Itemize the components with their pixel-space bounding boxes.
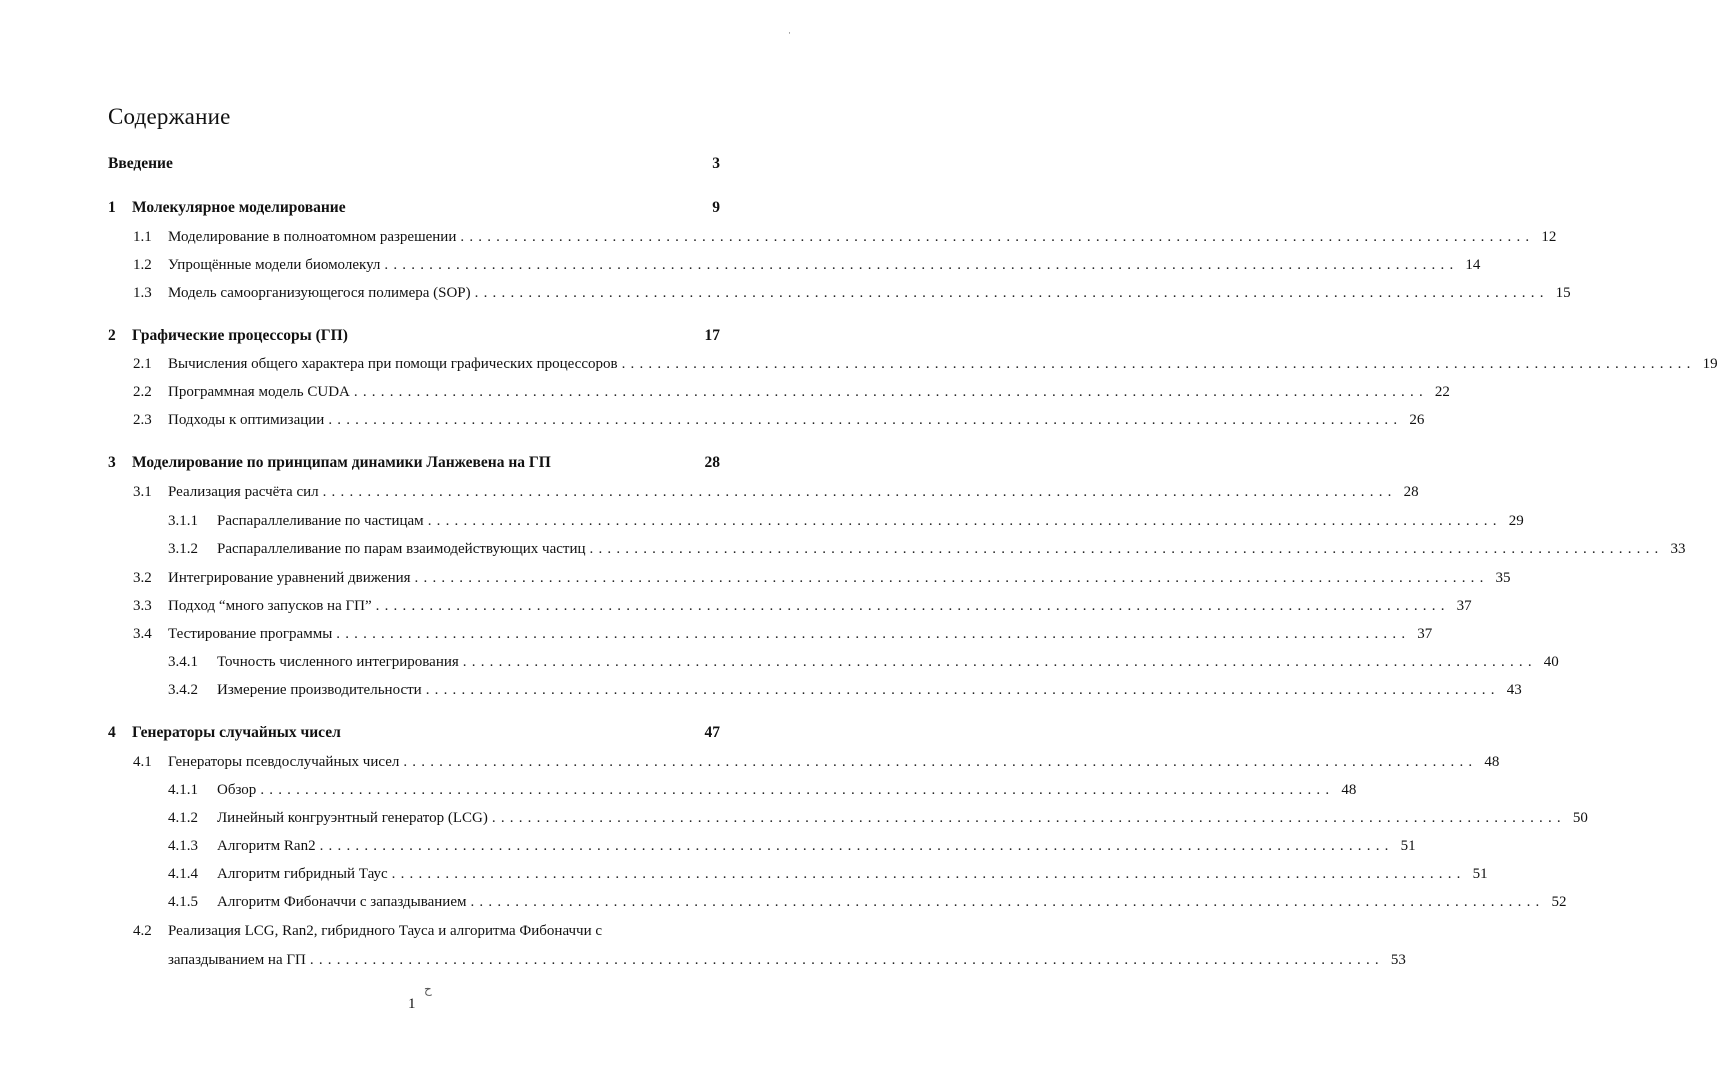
toc-entry-page: 50 [1572, 810, 1588, 826]
toc-entry-title: Точность численного интегрирования [217, 654, 459, 670]
toc-entry-number: 1.2 [133, 257, 152, 273]
toc-chapter-entry[interactable] [108, 197, 720, 219]
toc-entry-page: 47 [704, 724, 720, 741]
toc-leader-dots: ........................................................................................................................ [309, 952, 1384, 968]
toc-entry-title: Обзор [217, 782, 257, 798]
toc-entry-number: 1.1 [133, 229, 152, 245]
toc-subsection-entry[interactable] [168, 510, 1524, 532]
toc-leader-dots: ........................................................................................................................ [474, 285, 1549, 301]
toc-entry-title: Тестирование программы [168, 626, 333, 642]
toc-leader-dots: ........................................................................................................................ [425, 682, 1500, 698]
toc-entry-title: Алгоритм гибридный Таус [217, 866, 388, 882]
toc-entry-title: Генераторы псевдослучайных чисел [168, 754, 400, 770]
toc-entry-page: 51 [1400, 838, 1416, 854]
toc-leader-dots: ........................................................................................................................ [460, 229, 1535, 245]
toc-entry-number: 4.1 [133, 754, 152, 770]
toc-leader-dots: ........................................................................................................................ [621, 356, 1696, 372]
toc-subsection-entry[interactable] [168, 651, 1559, 673]
toc-section-entry[interactable] [133, 254, 1481, 276]
toc-entry-number: 2 [108, 327, 116, 344]
toc-entry-title: Молекулярное моделирование [132, 199, 346, 216]
toc-section-entry[interactable] [133, 567, 1511, 589]
toc-leader-dots: ........................................................................................................................ [260, 782, 1335, 798]
toc-entry-number: 4.1.5 [168, 894, 198, 910]
toc-entry-number: 2.3 [133, 412, 152, 428]
toc-entry-page: 3 [712, 155, 720, 172]
toc-title: Содержание [108, 104, 231, 129]
toc-entry-number: 3.1 [133, 484, 152, 500]
toc-chapter-entry[interactable] [108, 452, 720, 474]
toc-leader-dots: ........................................................................................................................ [328, 412, 1403, 428]
toc-entry-page: 53 [1390, 952, 1406, 968]
toc-entry-title: Графические процессоры (ГП) [132, 327, 348, 344]
toc-entry-title: Введение [108, 155, 173, 172]
toc-entry-number: 3.4.2 [168, 682, 198, 698]
toc-section-entry[interactable] [133, 226, 1557, 248]
toc-entry-number: 3.3 [133, 598, 152, 614]
toc-entry-page: 40 [1543, 654, 1559, 670]
toc-entry-page: 28 [1403, 484, 1419, 500]
toc-entry-page: 14 [1465, 257, 1481, 273]
toc-entry-number: 4.1.3 [168, 838, 198, 854]
pen-mark: ح [424, 982, 432, 996]
toc-entry-page: 17 [704, 327, 720, 344]
toc-chapter-entry[interactable] [108, 153, 720, 175]
toc-entry-page: 37 [1417, 626, 1433, 642]
toc-section-entry[interactable] [133, 353, 1718, 375]
toc-leader-dots: ........................................................................................................................ [384, 257, 1459, 273]
toc-subsection-entry[interactable] [168, 538, 1686, 560]
toc-entry-title: Моделирование в полноатомном разрешении [168, 229, 457, 245]
toc-entry-title: Измерение производительности [217, 682, 422, 698]
toc-section-entry[interactable] [133, 751, 1500, 773]
toc-subsection-entry[interactable] [168, 863, 1488, 885]
toc-entry-title: Алгоритм Ran2 [217, 838, 316, 854]
toc-subsection-entry[interactable] [168, 891, 1567, 913]
toc-leader-dots: ........................................................................................................................ [427, 513, 1502, 529]
toc-entry-number: 4 [108, 724, 116, 741]
toc-subsection-entry[interactable] [168, 807, 1588, 829]
toc-entry-number: 3 [108, 454, 116, 471]
toc-entry-page: 9 [712, 199, 720, 216]
toc-entry-title: Моделирование по принципам динамики Ланжевена на ГП [132, 454, 551, 471]
toc-leader-dots: ........................................................................................................................ [403, 754, 1478, 770]
toc-leader-dots: ........................................................................................................................ [375, 598, 1450, 614]
toc-chapter-entry[interactable] [108, 325, 720, 347]
toc-section-entry[interactable] [133, 409, 1425, 431]
toc-entry-title: Интегрирование уравнений движения [168, 570, 411, 586]
toc-entry-title: Упрощённые модели биомолекул [168, 257, 381, 273]
toc-entry-title: Подход “много запусков на ГП” [168, 598, 372, 614]
toc-section-entry[interactable] [133, 595, 1472, 617]
toc-section-entry[interactable] [133, 481, 1419, 503]
toc-entry-title: Реализация LCG, Ran2, гибридного Тауса и алгоритма Фибоначчи с [168, 923, 603, 939]
toc-entry-title: Программная модель CUDA [168, 384, 350, 400]
toc-entry-number: 2.1 [133, 356, 152, 372]
toc-leader-dots: ........................................................................................................................ [589, 541, 1664, 557]
toc-entry-page: 19 [1702, 356, 1718, 372]
toc-entry-title: Распараллеливание по парам взаимодействующих частиц [217, 541, 586, 557]
toc-entry-number: 3.4.1 [168, 654, 198, 670]
toc-entry-title: Линейный конгруэнтный генератор (LCG) [217, 810, 488, 826]
toc-entry-page: 15 [1555, 285, 1571, 301]
toc-entry-title: Модель самоорганизующегося полимера (SOP) [168, 285, 471, 301]
toc-entry-number: 3.1.2 [168, 541, 198, 557]
toc-entry-title: запаздыванием на ГП [168, 952, 306, 968]
toc-entry-number: 2.2 [133, 384, 152, 400]
toc-chapter-entry[interactable] [108, 722, 720, 744]
toc-entry-page: 48 [1341, 782, 1357, 798]
toc-entry-page: 52 [1551, 894, 1567, 910]
toc-section-entry[interactable] [133, 381, 1450, 403]
toc-leader-dots: ........................................................................................................................ [391, 866, 1466, 882]
toc-entry-title: Распараллеливание по частицам [217, 513, 424, 529]
toc-leader-dots: ........................................................................................................................ [336, 626, 1411, 642]
toc-entry-number: 3.2 [133, 570, 152, 586]
toc-subsection-entry[interactable] [168, 779, 1357, 801]
toc-entry-title: Алгоритм Фибоначчи с запаздыванием [217, 894, 467, 910]
toc-entry-number: 1.3 [133, 285, 152, 301]
toc-entry-title: Генераторы случайных чисел [132, 724, 341, 741]
toc-section-entry[interactable] [133, 623, 1433, 645]
toc-entry-number: 3.1.1 [168, 513, 198, 529]
toc-subsection-entry[interactable] [168, 835, 1416, 857]
toc-leader-dots: ........................................................................................................................ [414, 570, 1489, 586]
toc-entry-number: 3.4 [133, 626, 152, 642]
toc-entry-title: Вычисления общего характера при помощи графических процессоров [168, 356, 618, 372]
toc-entry-page: 51 [1472, 866, 1488, 882]
toc-entry-number: 4.1.1 [168, 782, 198, 798]
toc-subsection-entry[interactable] [168, 679, 1522, 701]
toc-leader-dots: ........................................................................................................................ [319, 838, 1394, 854]
toc-entry-page: 33 [1670, 541, 1686, 557]
toc-section-entry[interactable] [168, 949, 1406, 971]
toc-entry-page: 35 [1495, 570, 1511, 586]
toc-entry-page: 12 [1541, 229, 1557, 245]
toc-entry-page: 22 [1434, 384, 1450, 400]
toc-section-entry[interactable] [133, 282, 1571, 304]
toc-entry-title: Реализация расчёта сил [168, 484, 319, 500]
toc-entry-number: 4.1.2 [168, 810, 198, 826]
toc-leader-dots: ........................................................................................................................ [491, 810, 1566, 826]
toc-leader-dots: ........................................................................................................................ [322, 484, 1397, 500]
toc-entry-page: 37 [1456, 598, 1472, 614]
toc-leader-dots: ........................................................................................................................ [470, 894, 1545, 910]
toc-entry-page: 29 [1508, 513, 1524, 529]
toc-entry-title: Подходы к оптимизации [168, 412, 325, 428]
toc-entry-page: 43 [1506, 682, 1522, 698]
toc-entry-page: 28 [704, 454, 720, 471]
toc-leader-dots: ........................................................................................................................ [462, 654, 1537, 670]
toc-entry-page: 48 [1484, 754, 1500, 770]
scan-speck: · [788, 28, 791, 38]
page-number: 1 [408, 996, 416, 1012]
toc-leader-dots: ........................................................................................................................ [353, 384, 1428, 400]
toc-entry-number: 1 [108, 199, 116, 216]
toc-entry-page: 26 [1409, 412, 1425, 428]
toc-entry-number: 4.1.4 [168, 866, 198, 882]
toc-section-entry[interactable] [133, 920, 720, 942]
toc-entry-number: 4.2 [133, 923, 152, 939]
